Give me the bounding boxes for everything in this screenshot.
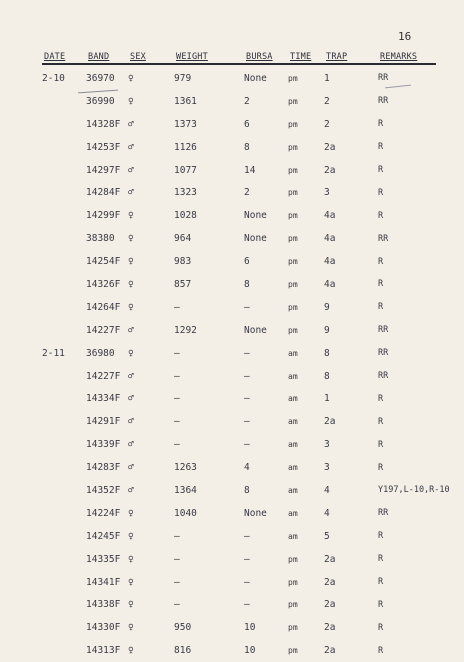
cell-sex: ♀ [128,576,134,588]
cell-weight: 1292 [174,324,197,336]
cell-trap: 9 [324,324,330,336]
table-row [42,502,450,525]
cell-remarks: R [378,599,384,610]
cell-time: am [288,508,298,518]
cell-weight: – [174,347,180,359]
cell-bursa: 6 [244,256,250,268]
cell-remarks: RR [378,348,389,359]
cell-remarks: RR [378,73,389,84]
table-row [42,387,450,410]
header-trap: TRAP [326,52,348,62]
cell-date [42,365,86,388]
cell-date [42,227,86,250]
cell-weight: – [174,393,180,405]
cell-sex: ♂ [128,439,134,451]
cell-band: 14291F [86,416,121,428]
cell-remarks: R [378,554,384,565]
cell-time: pm [288,142,298,152]
cell-weight: 1323 [174,187,197,199]
cell-bursa: None [244,72,267,84]
cell-bursa: None [244,324,267,336]
cell-bursa: – [244,393,250,405]
cell-time: pm [288,165,298,175]
table-row [42,456,450,479]
cell-time: pm [288,279,298,289]
cell-sex: ♂ [128,484,134,496]
cell-date [42,410,86,433]
cell-band: 14227F [86,324,121,336]
cell-weight: 1373 [174,118,197,130]
cell-date: 2-11 [42,347,65,359]
cell-weight: – [174,370,180,382]
cell-sex: ♂ [128,164,134,176]
cell-date [42,548,86,571]
cell-bursa: – [244,347,250,359]
cell-remarks: RR [378,233,389,244]
cell-band: 14334F [86,393,121,405]
cell-remarks: R [378,142,384,153]
cell-sex: ♂ [128,462,134,474]
cell-date [42,113,86,136]
cell-bursa: 8 [244,141,250,153]
cell-weight: 983 [174,256,192,268]
cell-time: am [288,371,298,381]
cell-bursa: – [244,576,250,588]
cell-remarks: R [378,279,384,290]
cell-date [42,159,86,182]
table-row [42,571,450,594]
cell-sex: ♀ [128,645,134,657]
cell-sex: ♂ [128,187,134,199]
cell-trap: 5 [324,530,330,542]
cell-band: 14326F [86,278,121,290]
cell-trap: 2a [324,645,336,657]
cell-date [42,502,86,525]
cell-trap: 4 [324,507,330,519]
cell-band: 36990 [86,95,115,107]
cell-date [42,456,86,479]
table-row [42,525,450,548]
cell-time: pm [288,325,298,335]
cell-time: pm [288,188,298,198]
cell-bursa: – [244,370,250,382]
cell-time: am [288,394,298,404]
cell-remarks: Y197,L-10,R-10 [378,485,450,496]
cell-sex: ♀ [128,507,134,519]
cell-bursa: None [244,507,267,519]
cell-date [42,433,86,456]
cell-weight: 964 [174,233,192,245]
cell-trap: 2a [324,622,336,634]
cell-bursa: 2 [244,187,250,199]
cell-bursa: – [244,301,250,313]
table-row [42,227,450,250]
cell-bursa: – [244,553,250,565]
table-row [42,479,450,502]
cell-weight: – [174,530,180,542]
cell-trap: 2a [324,164,336,176]
cell-bursa: 10 [244,645,256,657]
cell-band: 14328F [86,118,121,130]
cell-sex: ♀ [128,530,134,542]
cell-remarks: RR [378,96,389,107]
cell-sex: ♂ [128,416,134,428]
cell-trap: 1 [324,72,330,84]
cell-band: 14245F [86,530,121,542]
cell-weight: 1263 [174,462,197,474]
cell-trap: 4a [324,210,336,222]
cell-remarks: R [378,393,384,404]
cell-time: pm [288,257,298,267]
cell-weight: 950 [174,622,192,634]
cell-band: 14254F [86,256,121,268]
header-bursa: BURSA [246,52,273,62]
cell-date [42,479,86,502]
cell-time: pm [288,96,298,106]
cell-sex: ♀ [128,72,134,84]
cell-band: 14253F [86,141,121,153]
cell-date [42,319,86,342]
table-row [42,159,450,182]
cell-date: 2-10 [42,72,65,84]
cell-time: pm [288,623,298,633]
cell-bursa: – [244,599,250,611]
table-row [42,593,450,616]
cell-time: am [288,463,298,473]
cell-trap: 2 [324,118,330,130]
cell-time: am [288,531,298,541]
cell-trap: 2a [324,141,336,153]
cell-weight: 1077 [174,164,197,176]
cell-trap: 4 [324,484,330,496]
cell-time: pm [288,234,298,244]
cell-remarks: R [378,210,384,221]
cell-weight: – [174,439,180,451]
cell-weight: – [174,576,180,588]
cell-trap: 9 [324,301,330,313]
cell-bursa: None [244,210,267,222]
header-sex: SEX [130,52,146,62]
table-row [42,410,450,433]
cell-trap: 3 [324,187,330,199]
cell-band: 38380 [86,233,115,245]
cell-sex: ♀ [128,210,134,222]
cell-date [42,593,86,616]
cell-band: 14335F [86,553,121,565]
cell-trap: 3 [324,462,330,474]
cell-band: 14339F [86,439,121,451]
cell-trap: 4a [324,233,336,245]
cell-time: pm [288,211,298,221]
cell-bursa: 4 [244,462,250,474]
cell-sex: ♀ [128,599,134,611]
cell-date [42,296,86,319]
cell-trap: 8 [324,347,330,359]
cell-weight: 857 [174,278,192,290]
cell-bursa: 10 [244,622,256,634]
table-row [42,342,450,365]
cell-date [42,90,86,113]
cell-weight: – [174,599,180,611]
cell-sex: ♀ [128,256,134,268]
cell-remarks: R [378,577,384,588]
cell-date [42,204,86,227]
table-row [42,250,450,273]
cell-date [42,273,86,296]
cell-bursa: – [244,416,250,428]
cell-weight: – [174,416,180,428]
cell-sex: ♀ [128,347,134,359]
table-row [42,616,450,639]
cell-bursa: – [244,439,250,451]
table-row [42,296,450,319]
cell-bursa: 14 [244,164,256,176]
cell-weight: 1028 [174,210,197,222]
cell-time: pm [288,73,298,83]
cell-date [42,571,86,594]
header-rule [42,63,436,65]
table-row [42,548,450,571]
cell-band: 14341F [86,576,121,588]
table-row [42,204,450,227]
cell-remarks: RR [378,325,389,336]
header-weight: WEIGHT [176,52,208,62]
cell-remarks: RR [378,508,389,519]
cell-time: am [288,485,298,495]
cell-sex: ♂ [128,324,134,336]
cell-date [42,616,86,639]
cell-remarks: R [378,416,384,427]
cell-band: 14299F [86,210,121,222]
cell-band: 36980 [86,347,115,359]
cell-remarks: R [378,622,384,633]
cell-remarks: RR [378,371,389,382]
cell-band: 14297F [86,164,121,176]
header-time: TIME [290,52,312,62]
cell-date [42,136,86,159]
cell-remarks: R [378,165,384,175]
cell-bursa: 6 [244,118,250,130]
table-row [42,136,450,159]
cell-bursa: 8 [244,484,250,496]
cell-trap: 3 [324,439,330,451]
cell-sex: ♀ [128,553,134,565]
cell-band: 14313F [86,645,121,657]
cell-time: am [288,417,298,427]
cell-time: pm [288,646,298,656]
header-date: DATE [44,52,66,62]
table-row [42,273,450,296]
cell-time: am [288,348,298,358]
cell-bursa: – [244,530,250,542]
cell-sex: ♂ [128,393,134,405]
cell-remarks: R [378,187,384,198]
cell-sex: ♂ [128,141,134,153]
cell-date [42,525,86,548]
cell-trap: 2a [324,416,336,428]
cell-date [42,387,86,410]
cell-time: pm [288,302,298,312]
header-band: BAND [88,52,110,62]
cell-sex: ♂ [128,370,134,382]
cell-bursa: None [244,233,267,245]
cell-band: 14227F [86,370,121,382]
header-remarks: REMARKS [380,52,418,62]
cell-date [42,639,86,662]
table-row [42,639,450,662]
cell-band: 14330F [86,622,121,634]
banding-table [42,67,450,662]
cell-bursa: 8 [244,278,250,290]
cell-sex: ♀ [128,95,134,107]
cell-bursa: 2 [244,95,250,107]
cell-band: 36970 [86,72,115,84]
cell-weight: 1361 [174,95,197,107]
cell-remarks: R [378,462,384,473]
cell-remarks: R [378,645,384,656]
cell-remarks: R [378,531,384,542]
cell-band: 14264F [86,301,121,313]
cell-remarks: R [378,256,384,267]
cell-time: pm [288,577,298,587]
cell-weight: – [174,301,180,313]
cell-weight: 1040 [174,507,197,519]
cell-band: 14283F [86,462,121,474]
cell-time: pm [288,554,298,564]
cell-sex: ♀ [128,301,134,313]
cell-weight: 1126 [174,141,197,153]
table-row [42,433,450,456]
cell-band: 14352F [86,484,121,496]
cell-time: pm [288,119,298,129]
cell-sex: ♀ [128,278,134,290]
cell-weight: 816 [174,645,192,657]
cell-trap: 2 [324,95,330,107]
table-row [42,365,450,388]
cell-weight: – [174,553,180,565]
cell-trap: 1 [324,393,330,405]
cell-time: am [288,440,298,450]
cell-weight: 979 [174,72,192,84]
table-row [42,181,450,204]
cell-trap: 8 [324,370,330,382]
cell-trap: 2a [324,599,336,611]
cell-trap: 2a [324,576,336,588]
cell-remarks: R [378,439,384,450]
cell-trap: 4a [324,256,336,268]
cell-band: 14338F [86,599,121,611]
cell-remarks: R [378,302,384,313]
cell-sex: ♀ [128,233,134,245]
page-number: 16 [398,30,412,43]
cell-trap: 2a [324,553,336,565]
cell-band: 14224F [86,507,121,519]
cell-weight: 1364 [174,484,197,496]
cell-remarks: R [378,119,384,130]
table-row [42,90,450,113]
cell-sex: ♂ [128,118,134,130]
cell-trap: 4a [324,278,336,290]
cell-time: pm [288,600,298,610]
cell-date [42,250,86,273]
cell-sex: ♀ [128,622,134,634]
cell-date [42,181,86,204]
cell-band: 14284F [86,187,121,199]
table-row [42,113,450,136]
table-row [42,319,450,342]
